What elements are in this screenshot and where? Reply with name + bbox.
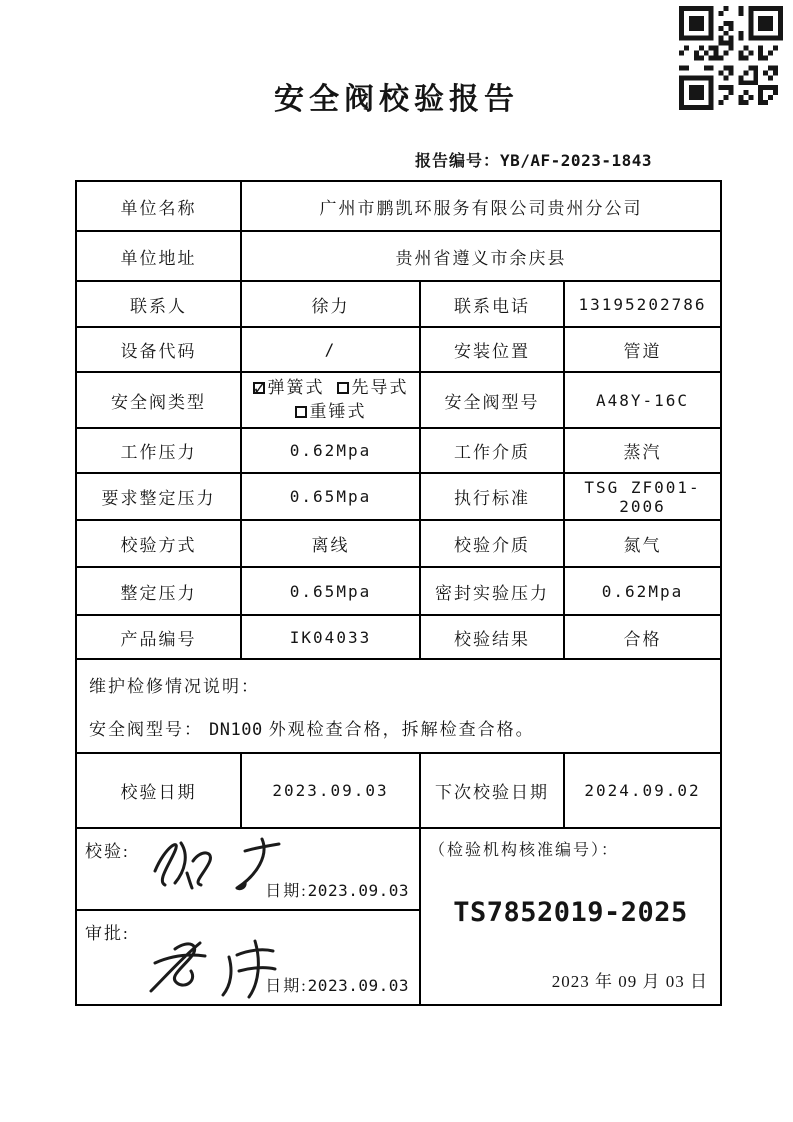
table-row bbox=[76, 428, 721, 473]
table-row bbox=[76, 181, 721, 231]
report-number bbox=[415, 148, 652, 171]
phone-label: 联系电话 bbox=[420, 281, 564, 327]
calibration-method-label: 校验方式 bbox=[76, 520, 241, 567]
calibration-date-value: 2023.09.03 bbox=[241, 753, 420, 828]
approver-date-value: 2023.09.03 bbox=[307, 976, 409, 995]
calibrator-date bbox=[265, 878, 409, 901]
valve-type-options bbox=[241, 372, 420, 428]
product-no-value: IK04033 bbox=[241, 615, 420, 659]
unit-name-label: 单位名称 bbox=[76, 181, 241, 231]
required-set-pressure-label: 要求整定压力 bbox=[76, 473, 241, 520]
org-approval-label: （检验机构核准编号）： bbox=[429, 842, 620, 859]
approver-date bbox=[265, 973, 409, 996]
set-pressure-value: 0.65Mpa bbox=[241, 567, 420, 615]
maintenance-note-suffix: 外观检查合格，拆解检查合格。 bbox=[268, 720, 535, 739]
calibrator-signature-cell bbox=[76, 828, 420, 910]
option-label: 重锤式 bbox=[309, 402, 367, 421]
report-number-value: YB/AF-2023-1843 bbox=[500, 151, 652, 170]
checkbox-checked-icon bbox=[253, 382, 265, 394]
next-calibration-date-value: 2024.09.02 bbox=[564, 753, 721, 828]
contact-value: 徐力 bbox=[241, 281, 420, 327]
table-row bbox=[76, 753, 721, 828]
phone-value: 13195202786 bbox=[564, 281, 721, 327]
maintenance-note-cell bbox=[76, 659, 721, 753]
table-row bbox=[76, 327, 721, 372]
valve-type-option-weight bbox=[295, 400, 367, 424]
valve-type-option-pilot bbox=[337, 376, 409, 400]
valve-type-label: 安全阀类型 bbox=[76, 372, 241, 428]
table-row bbox=[76, 520, 721, 567]
result-label: 校验结果 bbox=[420, 615, 564, 659]
report-number-label: 报告编号： bbox=[414, 153, 500, 170]
table-row bbox=[76, 231, 721, 281]
org-approval-code: TS7852019-2025 bbox=[453, 897, 688, 928]
unit-address-value: 贵州省遵义市余庆县 bbox=[241, 231, 721, 281]
table-row bbox=[76, 615, 721, 659]
approver-date-label: 日期: bbox=[265, 978, 308, 995]
install-position-label: 安装位置 bbox=[420, 327, 564, 372]
approver-signature-cell bbox=[76, 910, 420, 1005]
maintenance-note-model: DN100 bbox=[209, 720, 263, 740]
approver-label: 审批: bbox=[85, 924, 130, 943]
set-pressure-label: 整定压力 bbox=[76, 567, 241, 615]
table-row bbox=[76, 567, 721, 615]
calibration-date-label: 校验日期 bbox=[76, 753, 241, 828]
calibrator-date-label: 日期: bbox=[265, 883, 308, 900]
work-medium-label: 工作介质 bbox=[420, 428, 564, 473]
qr-code-icon bbox=[679, 6, 783, 110]
result-value: 合格 bbox=[564, 615, 721, 659]
calibrator-date-value: 2023.09.03 bbox=[307, 881, 409, 900]
work-pressure-label: 工作压力 bbox=[76, 428, 241, 473]
contact-label: 联系人 bbox=[76, 281, 241, 327]
seal-test-pressure-label: 密封实验压力 bbox=[420, 567, 564, 615]
calibration-medium-value: 氮气 bbox=[564, 520, 721, 567]
table-row bbox=[76, 281, 721, 327]
org-approval-date: 2023 年 09 月 03 日 bbox=[551, 972, 708, 991]
org-approval-cell bbox=[420, 828, 721, 1005]
checkbox-empty-icon bbox=[337, 382, 349, 394]
maintenance-note-prefix: 安全阀型号： bbox=[89, 720, 203, 739]
seal-test-pressure-value: 0.62Mpa bbox=[564, 567, 721, 615]
valve-type-option-row bbox=[242, 400, 419, 424]
valve-type-option-row bbox=[242, 376, 419, 400]
table-row bbox=[76, 659, 721, 753]
standard-label: 执行标准 bbox=[420, 473, 564, 520]
valve-model-value: A48Y-16C bbox=[564, 372, 721, 428]
unit-name-value: 广州市鹏凯环服务有限公司贵州分公司 bbox=[241, 181, 721, 231]
unit-address-label: 单位地址 bbox=[76, 231, 241, 281]
page-title: 安全阀校验报告 bbox=[274, 83, 519, 116]
required-set-pressure-value: 0.65Mpa bbox=[241, 473, 420, 520]
maintenance-note-title: 维护检修情况说明： bbox=[89, 677, 260, 696]
table-row bbox=[76, 828, 721, 910]
valve-model-label: 安全阀型号 bbox=[420, 372, 564, 428]
next-calibration-date-label: 下次校验日期 bbox=[420, 753, 564, 828]
report-table bbox=[75, 180, 722, 1006]
table-row bbox=[76, 372, 721, 428]
standard-value: TSG ZF001-2006 bbox=[564, 473, 721, 520]
device-code-value: / bbox=[241, 327, 420, 372]
product-no-label: 产品编号 bbox=[76, 615, 241, 659]
calibrator-label: 校验: bbox=[85, 842, 130, 861]
calibration-medium-label: 校验介质 bbox=[420, 520, 564, 567]
install-position-value: 管道 bbox=[564, 327, 721, 372]
work-pressure-value: 0.62Mpa bbox=[241, 428, 420, 473]
maintenance-note-line bbox=[89, 715, 708, 740]
qr-code bbox=[679, 6, 783, 110]
option-label: 先导式 bbox=[351, 378, 409, 397]
valve-type-option-spring bbox=[253, 376, 325, 400]
calibration-method-value: 离线 bbox=[241, 520, 420, 567]
device-code-label: 设备代码 bbox=[76, 327, 241, 372]
work-medium-value: 蒸汽 bbox=[564, 428, 721, 473]
option-label: 弹簧式 bbox=[267, 378, 325, 397]
table-row bbox=[76, 473, 721, 520]
checkbox-empty-icon bbox=[295, 406, 307, 418]
